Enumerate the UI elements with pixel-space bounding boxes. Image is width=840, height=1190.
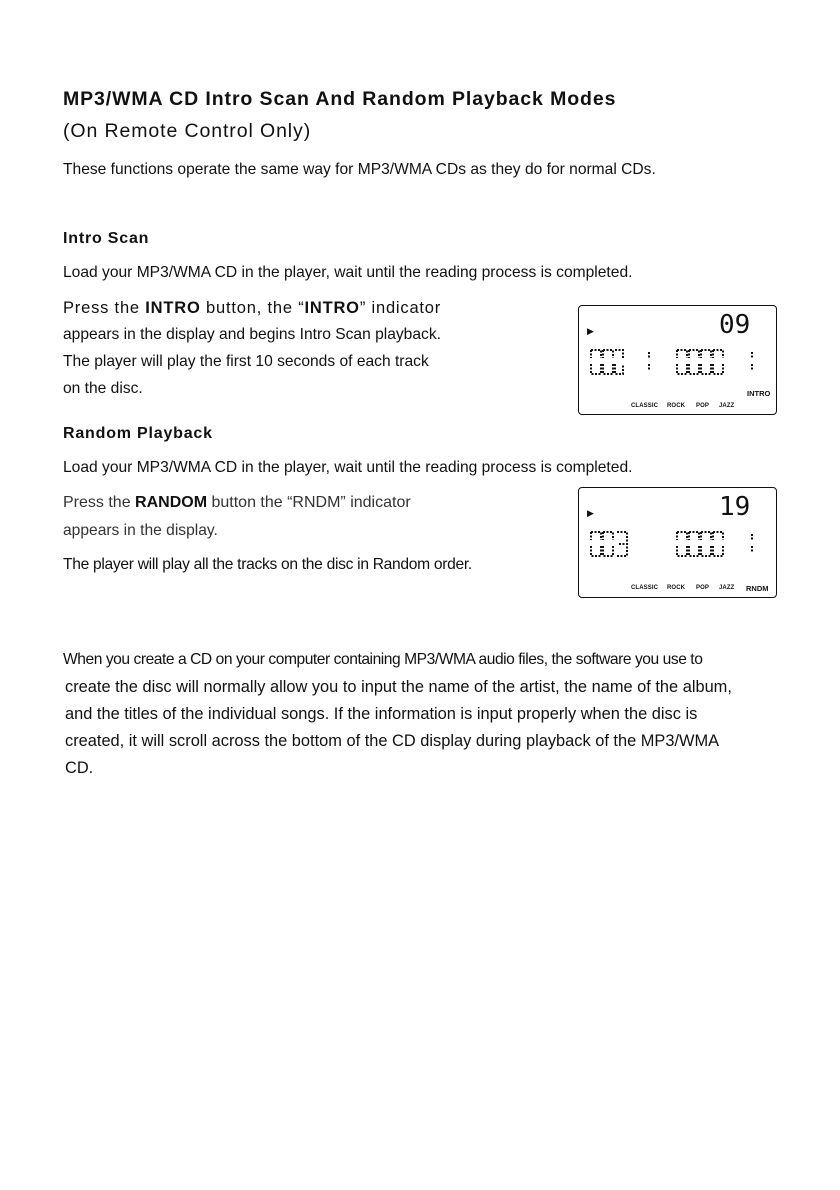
press-text: ” indicator	[359, 299, 442, 317]
random-indicator: RNDM	[746, 584, 769, 593]
intro-scan-press-line	[63, 299, 441, 318]
lcd-label-classic: CLASSIC	[631, 403, 659, 409]
intro-paragraph: These functions operate the same way for MP3/WMA CDs as they do for normal CDs.	[63, 161, 656, 178]
page-subtitle: (On Remote Control Only)	[63, 120, 312, 142]
footer-line-5: CD.	[65, 759, 94, 777]
lcd-label-classic: CLASSIC	[631, 585, 659, 591]
lcd-label-rock: ROCK	[667, 403, 686, 409]
footer-line-2: create the disc will normally allow you to input the name of the artist, the name of the album,	[65, 678, 732, 696]
lcd-segment-digits	[589, 344, 769, 384]
lcd-label-jazz: JAZZ	[719, 403, 735, 409]
lcd-label-pop: POP	[696, 585, 709, 591]
intro-lcd-display	[578, 305, 777, 415]
random-heading: Random Playback	[63, 425, 213, 442]
lcd-track-number: 19	[719, 492, 751, 522]
press-text: Press the	[63, 494, 136, 511]
random-lcd-display	[578, 487, 777, 598]
random-load-text: Load your MP3/WMA CD in the player, wait until the reading process is completed.	[63, 459, 633, 476]
lcd-label-jazz: JAZZ	[719, 585, 735, 591]
random-line2: appears in the display.	[63, 522, 218, 539]
intro-scan-line3: The player will play the first 10 seconds of each track	[63, 353, 429, 370]
lcd-track-number: 09	[719, 310, 751, 340]
random-line3: The player will play all the tracks on the disc in Random order.	[63, 556, 472, 573]
intro-scan-load-text: Load your MP3/WMA CD in the player, wait until the reading process is completed.	[63, 264, 633, 281]
random-press-line	[63, 494, 411, 512]
intro-indicator-name: INTRO	[304, 299, 360, 317]
lcd-label-rock: ROCK	[667, 585, 686, 591]
intro-button-name: INTRO	[145, 299, 201, 317]
page-title: MP3/WMA CD Intro Scan And Random Playback Modes	[63, 88, 617, 110]
play-icon: ▶	[587, 508, 594, 518]
footer-line-4: created, it will scroll across the bottom of the CD display during playback of the MP3/WMA	[65, 732, 720, 750]
intro-scan-line4: on the disc.	[63, 380, 143, 397]
lcd-segment-digits	[589, 526, 769, 566]
lcd-label-pop: POP	[696, 403, 709, 409]
footer-line-1: When you create a CD on your computer containing MP3/WMA audio files, the software you use to	[63, 651, 703, 668]
press-text: button the “RNDM” indicator	[207, 494, 411, 511]
intro-indicator: INTRO	[747, 389, 771, 398]
footer-line-3: and the titles of the individual songs. If the information is input properly when the disc is	[65, 705, 698, 723]
play-icon: ▶	[587, 326, 594, 336]
press-text: button, the “	[200, 299, 305, 317]
intro-scan-heading: Intro Scan	[63, 230, 150, 247]
random-button-name: RANDOM	[135, 494, 208, 511]
press-text: Press the	[63, 299, 146, 317]
intro-scan-line2: appears in the display and begins Intro Scan playback.	[63, 326, 441, 343]
